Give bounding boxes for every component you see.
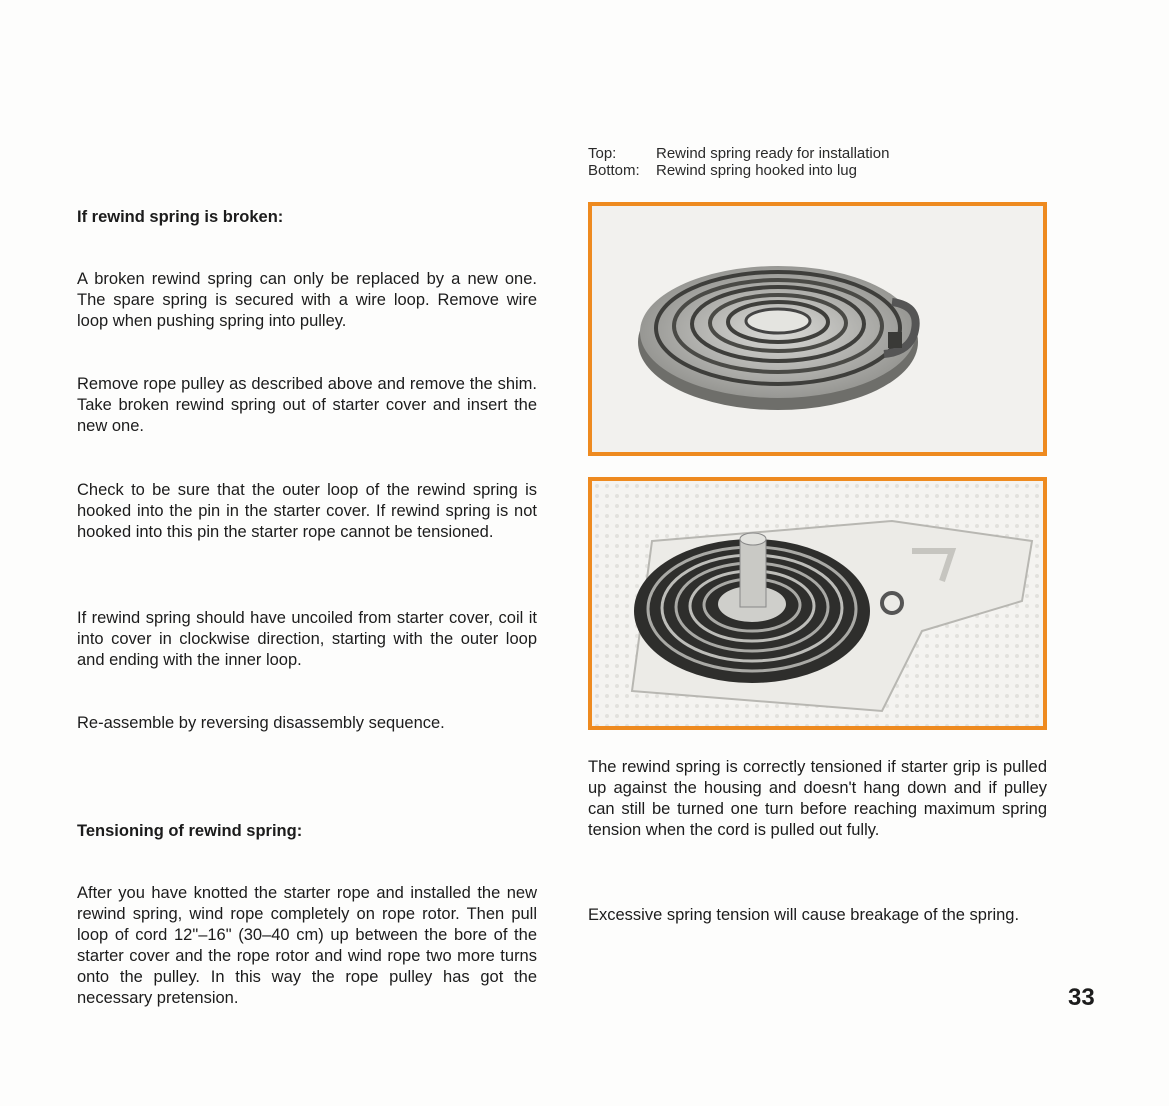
paragraph-replace-spring: A broken rewind spring can only be replaced by a new one. The spare spring is secured with a wire loop. Remove wire loop when pushing spring into pulley. [77, 270, 537, 330]
paragraph-excessive-tension: Excessive spring tension will cause breakage of the spring. [588, 906, 1020, 924]
caption-bottom-label: Bottom: [588, 162, 640, 179]
page-number: 33 [1068, 984, 1095, 1011]
caption-top-label: Top: [588, 145, 617, 162]
heading-broken-spring: If rewind spring is broken: [77, 208, 284, 226]
spring-hooked-illustration [592, 481, 1043, 726]
photo-caption [588, 145, 1048, 179]
photo-spring-hooked [588, 477, 1047, 730]
caption-top-text: Rewind spring ready for installation [656, 145, 890, 162]
spring-ready-illustration [592, 206, 1043, 452]
paragraph-remove-pulley: Remove rope pulley as described above and remove the shim. Take broken rewind spring out of starter cover and insert the new one. [77, 375, 537, 435]
paragraph-coil-spring: If rewind spring should have uncoiled from starter cover, coil it into cover in clockwise direction, starting with the outer loop and ending with the inner loop. [77, 609, 537, 669]
photo-spring-ready [588, 202, 1047, 456]
paragraph-tensioning: After you have knotted the starter rope and installed the new rewind spring, wind rope completely on rope rotor. Then pull loop of cord 12"–16" (30–40 cm) up between the bore of the starter cover and the rope rotor and wind rope two more turns onto the pulley. In this way the rope pulley has got the necessary pretension. [77, 884, 537, 1007]
paragraph-reassemble: Re-assemble by reversing disassembly sequence. [77, 714, 445, 732]
paragraph-correct-tension: The rewind spring is correctly tensioned if starter grip is pulled up against the housing and doesn't hang down and if pulley can still be turned one turn before reaching maximum spring tension when the cord is pulled out fully. [588, 758, 1047, 839]
paragraph-check-loop: Check to be sure that the outer loop of the rewind spring is hooked into the pin in the starter cover. If rewind spring is not hooked into this pin the starter rope cannot be tensioned. [77, 481, 537, 541]
heading-tensioning: Tensioning of rewind spring: [77, 822, 303, 840]
caption-bottom-text: Rewind spring hooked into lug [656, 162, 857, 179]
